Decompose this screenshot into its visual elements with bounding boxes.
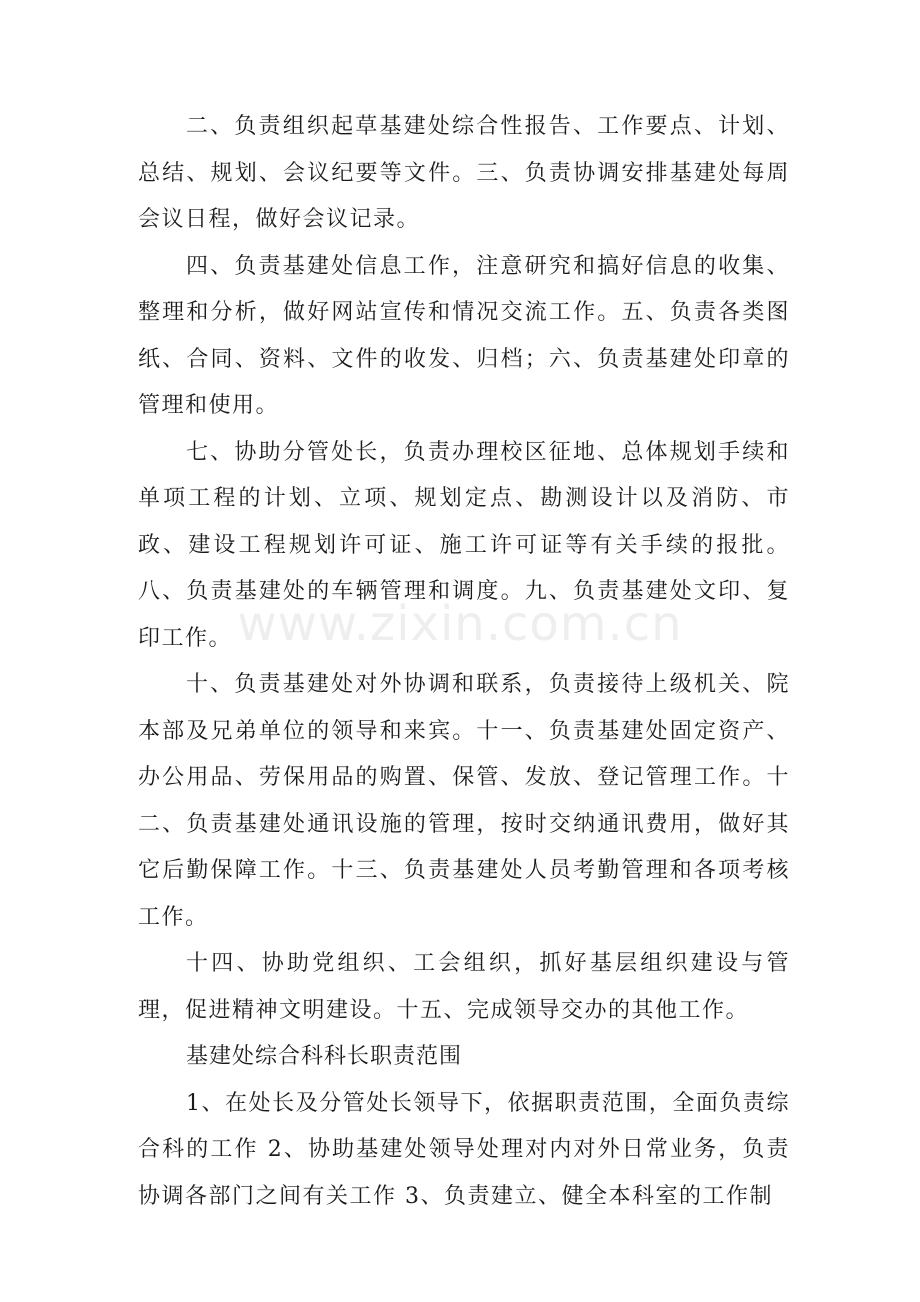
paragraph-2: 四、负责基建处信息工作，注意研究和搞好信息的收集、整理和分析，做好网站宣传和情况交流工作。五、负责各类图纸、合同、资料、文件的收发、归档；六、负责基建处印章的管理和使用。 — [138, 253, 790, 418]
paragraph-3: 七、协助分管处长，负责办理校区征地、总体规划手续和单项工程的计划、立项、规划定点、勘测设计以及消防、市政、建设工程规划许可证、施工许可证等有关手续的报批。八、负责基建处的车辆管理和调度。九、负责基建处文印、复印工作。 — [138, 439, 790, 651]
watermark: www.zixin.com.cn — [237, 596, 683, 652]
paragraph-4: 十、负责基建处对外协调和联系，负责接待上级机关、院本部及兄弟单位的领导和来宾。十一、负责基建处固定资产、办公用品、劳保用品的购置、保管、发放、登记管理工作。十二、负责基建处通讯设施的管理，按时交纳通讯费用，做好其它后勤保障工作。十三、负责基建处人员考勤管理和各项考核工作。 — [138, 672, 790, 930]
document-page — [138, 104, 790, 1220]
paragraph-final: 1、在处长及分管处长领导下，依据职责范围，全面负责综合科的工作 2、协助基建处领导处理对内对外日常业务，负责协调各部门之间有关工作 3、负责建立、健全本科室的工作制 — [138, 1090, 790, 1209]
paragraph-1: 二、负责组织起草基建处综合性报告、工作要点、计划、总结、规划、会议纪要等文件。三、负责协调安排基建处每周会议日程，做好会议记录。 — [138, 114, 790, 232]
section-title: 基建处综合科科长职责范围 — [186, 1044, 463, 1069]
paragraph-5: 十四、协助党组织、工会组织，抓好基层组织建设与管理，促进精神文明建设。十五、完成领导交办的其他工作。 — [138, 951, 790, 1023]
